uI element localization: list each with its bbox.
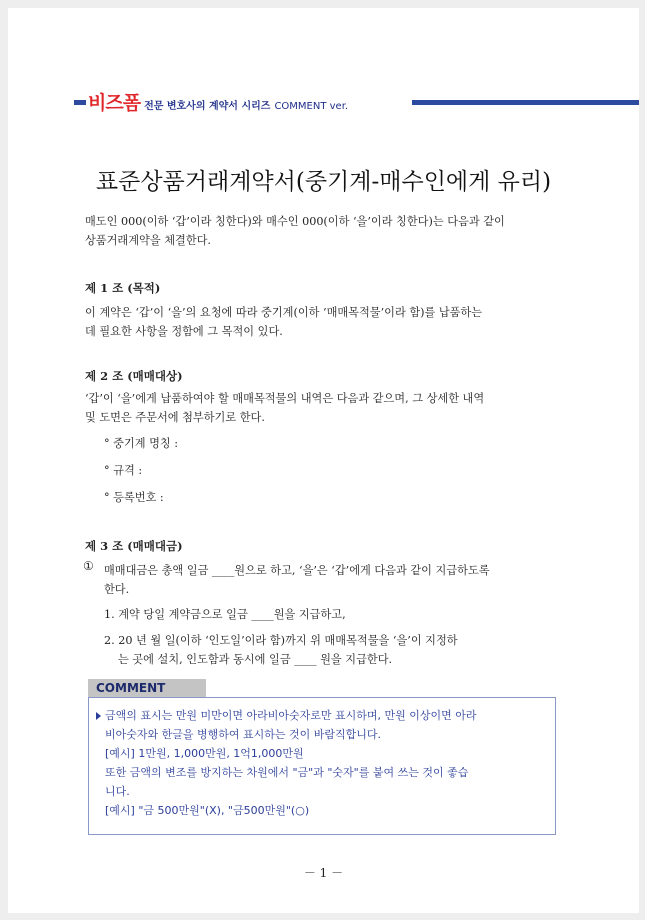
series-label: 전문 변호사의 계약서 시리즈 bbox=[144, 101, 271, 112]
article-1-line-1: 이 계약은 ‘갑’이 ‘을’의 요청에 따라 중기계(이하 ‘매매목적물’이라 함)를 납품하는 bbox=[85, 306, 483, 319]
intro-line-1: 매도인 000(이하 ‘갑’이라 칭한다)와 매수인 000(이하 ‘을’이라 칭한다)는 다음과 같이 bbox=[85, 215, 505, 228]
article-2-line-1: ‘갑’이 ‘을’에게 납품하여야 할 매매목적물의 내역은 다음과 같으며, 그 상세한 내역 bbox=[85, 392, 485, 405]
article-1-line-2: 데 필요한 사항을 정함에 그 목적이 있다. bbox=[85, 325, 283, 338]
header-bar-right bbox=[412, 100, 639, 105]
article-1-heading: 제 1 조 (목적) bbox=[85, 281, 161, 295]
header-bar-left bbox=[74, 100, 86, 105]
header-text bbox=[88, 88, 348, 115]
comment-tab: COMMENT bbox=[88, 679, 206, 697]
brand-logo: 비즈폼 bbox=[88, 92, 141, 114]
triangle-bullet-icon bbox=[96, 712, 101, 720]
item-1: 1. 계약 당일 계약금으로 일금 ____원을 지급하고, bbox=[104, 608, 346, 621]
item-2-line-2: 는 곳에 설치, 인도함과 동시에 일금 ____ 원을 지급한다. bbox=[118, 653, 393, 666]
bullet-machine-name: ° 중기계 명칭 : bbox=[104, 437, 179, 450]
clause-1-line-1: 매매대금은 총액 일금 ____원으로 하고, ‘을’은 ‘갑’에게 다음과 같이 지급하도록 bbox=[104, 564, 490, 577]
comment-line: [예시] 1만원, 1,000만원, 1억1,000만원 bbox=[105, 747, 304, 760]
comment-line: 금액의 표시는 만원 미만이면 아라비아숫자로만 표시하며, 만원 이상이면 아라 bbox=[105, 709, 477, 722]
comment-box bbox=[88, 697, 556, 835]
series-header bbox=[8, 88, 639, 112]
intro-line-2: 상품거래계약을 체결한다. bbox=[85, 234, 211, 247]
comment-text bbox=[105, 706, 545, 820]
article-3-heading: 제 3 조 (매매대금) bbox=[85, 539, 183, 553]
bullet-spec: ° 규격 : bbox=[104, 464, 143, 477]
document-title: 표준상품거래계약서(중기계-매수인에게 유리) bbox=[95, 169, 552, 195]
article-2-heading: 제 2 조 (매매대상) bbox=[85, 369, 183, 383]
comment-line: 또한 금액의 변조를 방지하는 차원에서 "금"과 "숫자"를 붙여 쓰는 것이 좋습 bbox=[105, 766, 469, 779]
version-label: COMMENT ver. bbox=[274, 101, 349, 112]
comment-line: 니다. bbox=[105, 785, 130, 798]
document-page bbox=[8, 8, 639, 913]
article-2-line-2: 및 도면은 주문서에 첨부하기로 한다. bbox=[85, 411, 265, 424]
item-2-line-1: 2. 20 년 월 일(이하 ‘인도일’이라 함)까지 위 매매목적물을 ‘을’이 지정하 bbox=[104, 634, 458, 647]
bullet-registration: ° 등록번호 : bbox=[104, 491, 164, 504]
page-number: － 1 － bbox=[303, 866, 344, 880]
comment-line: [예시] "금 500만원"(X), "금500만원"(○) bbox=[105, 804, 310, 817]
clause-1-line-2: 한다. bbox=[104, 583, 130, 596]
comment-line: 비아숫자와 한글을 병행하여 표시하는 것이 바람직합니다. bbox=[105, 728, 382, 741]
clause-mark: ① bbox=[83, 559, 94, 573]
